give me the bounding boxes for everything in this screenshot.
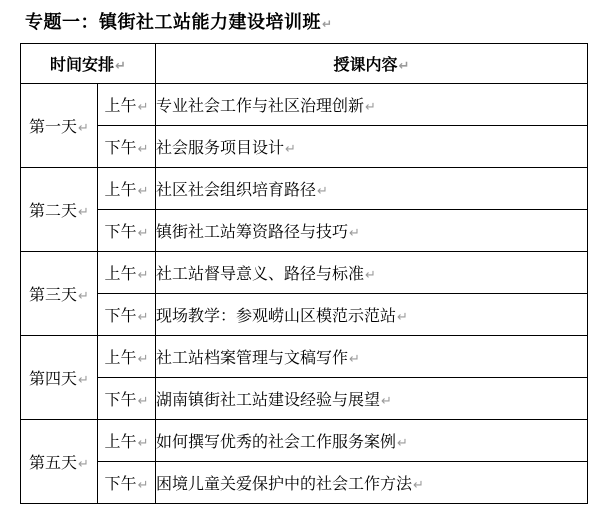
paragraph-mark-icon: ↵ [381, 394, 392, 409]
slot-cell-am [98, 84, 156, 126]
paragraph-mark-icon: ↵ [397, 310, 408, 325]
paragraph-mark-icon: ↵ [137, 352, 149, 367]
paragraph-mark-icon: ↵ [137, 478, 149, 493]
paragraph-mark-icon: ↵ [317, 184, 328, 199]
course-content: 社工站督导意义、路径与标准 [156, 266, 365, 283]
course-content: 困境儿童关爱保护中的社会工作方法 [156, 476, 413, 493]
content-cell [156, 210, 588, 252]
slot-label-am: 上午 [104, 266, 137, 283]
course-content: 社工站档案管理与文稿写作 [156, 350, 349, 367]
table-row [21, 126, 588, 168]
paragraph-mark-icon: ↵ [137, 268, 149, 283]
slot-cell-am [98, 336, 156, 378]
paragraph-mark-icon: ↵ [365, 100, 376, 115]
content-cell [156, 336, 588, 378]
column-header-content [156, 44, 588, 84]
day-label: 第五天 [29, 455, 78, 472]
course-content: 如何撰写优秀的社会工作服务案例 [156, 434, 397, 451]
table-row [21, 210, 588, 252]
slot-label-am: 上午 [104, 98, 137, 115]
page-title-text: 专题一：镇街社工站能力建设培训班 [25, 12, 321, 32]
slot-cell-pm [98, 378, 156, 420]
paragraph-mark-icon: ↵ [413, 478, 424, 493]
paragraph-mark-icon: ↵ [137, 436, 149, 451]
paragraph-mark-icon: ↵ [78, 121, 89, 136]
slot-cell-pm [98, 462, 156, 504]
paragraph-mark-icon: ↵ [115, 59, 126, 74]
paragraph-mark-icon: ↵ [78, 457, 89, 472]
paragraph-mark-icon: ↵ [78, 205, 89, 220]
table-row [21, 462, 588, 504]
paragraph-mark-icon: ↵ [322, 17, 333, 31]
column-header-time [21, 44, 156, 84]
slot-label-am: 上午 [104, 182, 137, 199]
slot-label-pm: 下午 [104, 140, 137, 157]
paragraph-mark-icon: ↵ [78, 373, 89, 388]
paragraph-mark-icon: ↵ [137, 226, 149, 241]
day-cell-2 [21, 168, 98, 252]
paragraph-mark-icon: ↵ [397, 436, 408, 451]
slot-cell-am [98, 420, 156, 462]
page-title [25, 8, 333, 34]
paragraph-mark-icon: ↵ [137, 142, 149, 157]
course-content: 镇街社工站筹资路径与技巧 [156, 224, 349, 241]
slot-label-pm: 下午 [104, 392, 137, 409]
content-cell [156, 420, 588, 462]
slot-cell-am [98, 168, 156, 210]
table-row [21, 294, 588, 336]
day-label: 第二天 [29, 203, 78, 220]
content-cell [156, 462, 588, 504]
course-content: 现场教学：参观崂山区模范示范站 [156, 308, 397, 325]
column-header-time-label: 时间安排 [50, 57, 115, 74]
table-row [21, 336, 588, 378]
content-cell [156, 252, 588, 294]
day-label: 第三天 [29, 287, 78, 304]
day-label: 第一天 [29, 119, 78, 136]
content-cell [156, 84, 588, 126]
table-header-row [21, 44, 588, 84]
paragraph-mark-icon: ↵ [137, 184, 149, 199]
paragraph-mark-icon: ↵ [285, 142, 296, 157]
slot-cell-am [98, 252, 156, 294]
content-cell [156, 126, 588, 168]
table-row [21, 420, 588, 462]
slot-label-am: 上午 [104, 434, 137, 451]
content-cell [156, 294, 588, 336]
slot-cell-pm [98, 210, 156, 252]
course-content: 社区社会组织培育路径 [156, 182, 317, 199]
day-cell-4 [21, 336, 98, 420]
course-content: 社会服务项目设计 [156, 140, 285, 157]
paragraph-mark-icon: ↵ [365, 268, 376, 283]
slot-label-pm: 下午 [104, 224, 137, 241]
day-cell-1 [21, 84, 98, 168]
column-header-content-label: 授课内容 [333, 57, 398, 74]
day-label: 第四天 [29, 371, 78, 388]
day-cell-3 [21, 252, 98, 336]
paragraph-mark-icon: ↵ [398, 59, 410, 74]
content-cell [156, 378, 588, 420]
course-content: 湖南镇街社工站建设经验与展望 [156, 392, 381, 409]
slot-label-am: 上午 [104, 350, 137, 367]
paragraph-mark-icon: ↵ [78, 289, 89, 304]
slot-cell-pm [98, 126, 156, 168]
table-row [21, 84, 588, 126]
table-row [21, 252, 588, 294]
paragraph-mark-icon: ↵ [349, 226, 360, 241]
table-row [21, 168, 588, 210]
paragraph-mark-icon: ↵ [349, 352, 360, 367]
slot-label-pm: 下午 [104, 476, 137, 493]
course-content: 专业社会工作与社区治理创新 [156, 98, 365, 115]
slot-label-pm: 下午 [104, 308, 137, 325]
content-cell [156, 168, 588, 210]
day-cell-5 [21, 420, 98, 504]
paragraph-mark-icon: ↵ [137, 100, 149, 115]
paragraph-mark-icon: ↵ [137, 394, 149, 409]
training-schedule-table [20, 43, 588, 504]
slot-cell-pm [98, 294, 156, 336]
table-row [21, 378, 588, 420]
paragraph-mark-icon: ↵ [137, 310, 149, 325]
